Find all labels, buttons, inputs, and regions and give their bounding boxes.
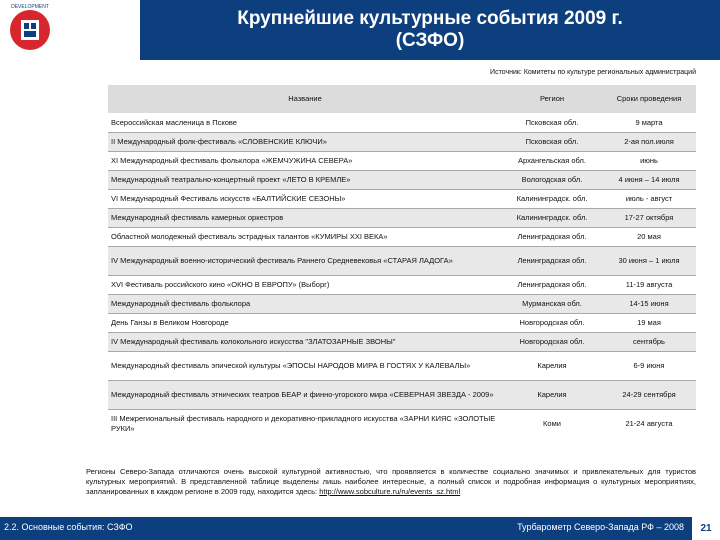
table-row <box>108 276 696 295</box>
table-row <box>108 247 696 276</box>
table-row <box>108 133 696 152</box>
dates-cell: 21-24 августа <box>602 410 696 439</box>
page-title-line-2: (СЗФО) <box>395 30 465 51</box>
region-cell: Псковская обл. <box>502 114 602 133</box>
event-name-cell: Всероссийская масленица в Пскове <box>108 114 502 133</box>
event-name-cell: IV Международный военно-исторический фестиваль Раннего Средневековья «СТАРАЯ ЛАДОГА» <box>108 247 502 276</box>
table-row <box>108 152 696 171</box>
logo-text: DEVELOPMENT <box>11 4 49 10</box>
table-row <box>108 314 696 333</box>
region-cell: Калининградск. обл. <box>502 209 602 228</box>
dates-cell: 9 марта <box>602 114 696 133</box>
region-cell: Коми <box>502 410 602 439</box>
table-row <box>108 295 696 314</box>
region-cell: Новгородская обл. <box>502 333 602 352</box>
event-name-cell: Международный фестиваль этнических театров БЕАР и финно-угорского мира «СЕВЕРНАЯ ЗВЕЗДА - 2009» <box>108 381 502 410</box>
event-name-cell: XI Международный фестиваль фольклора «ЖЕМЧУЖИНА СЕВЕРА» <box>108 152 502 171</box>
source-note: Источник: Комитеты по культуре региональных администраций <box>490 69 696 76</box>
dates-cell: 17-27 октября <box>602 209 696 228</box>
dates-cell: 11-19 августа <box>602 276 696 295</box>
region-cell: Новгородская обл. <box>502 314 602 333</box>
event-name-cell: III Межрегиональный фестиваль народного и декоративно-прикладного искусства «ЗАРНИ КИЯС «ЗОЛОТЫЕ РУКИ» <box>108 410 502 439</box>
event-name-cell: Международный фестиваль камерных оркестров <box>108 209 502 228</box>
event-name-cell: Международный фестиваль эпической культуры «ЭПОСЫ НАРОДОВ МИРА В ГОСТЯХ У КАЛЕВАЛЫ» <box>108 352 502 381</box>
region-cell: Архангельская обл. <box>502 152 602 171</box>
event-name-cell: Международный фестиваль фольклора <box>108 295 502 314</box>
event-name-cell: IV Международный фестиваль колокольного искусства "ЗЛАТОЗАРНЫЕ ЗВОНЫ" <box>108 333 502 352</box>
dates-cell: 19 мая <box>602 314 696 333</box>
region-cell: Ленинградская обл. <box>502 247 602 276</box>
event-name-cell: XVI Фестиваль российского кино «ОКНО В ЕВРОПУ» (Выборг) <box>108 276 502 295</box>
region-cell: Псковская обл. <box>502 133 602 152</box>
region-cell: Калининградск. обл. <box>502 190 602 209</box>
dates-cell: 30 июня – 1 июля <box>602 247 696 276</box>
events-table <box>108 85 696 438</box>
table-row <box>108 410 696 439</box>
table-row <box>108 333 696 352</box>
page-title-line-1: Крупнейшие культурные события 2009 г. <box>237 8 623 29</box>
footnote <box>86 467 696 497</box>
footer-section: 2.2. Основные события: СЗФО <box>4 522 133 532</box>
table-row <box>108 171 696 190</box>
region-cell: Ленинградская обл. <box>502 276 602 295</box>
table-row <box>108 209 696 228</box>
table-row <box>108 228 696 247</box>
dates-cell: июнь <box>602 152 696 171</box>
events-link[interactable]: http://www.sobculture.ru/ru/events_sz.html <box>319 487 461 496</box>
event-name-cell: II Международный фолк-фестиваль «СЛОВЕНСКИЕ КЛЮЧИ» <box>108 133 502 152</box>
region-cell: Карелия <box>502 352 602 381</box>
table-row <box>108 352 696 381</box>
table-row <box>108 190 696 209</box>
table-row <box>108 114 696 133</box>
dates-cell: сентябрь <box>602 333 696 352</box>
logo <box>0 0 85 60</box>
event-name-cell: День Ганзы в Великом Новгороде <box>108 314 502 333</box>
event-name-cell: Международный театрально-концертный проект «ЛЕТО В КРЕМЛЕ» <box>108 171 502 190</box>
column-header-name: Название <box>108 85 502 114</box>
dates-cell: 14-15 июня <box>602 295 696 314</box>
column-header-region: Регион <box>502 85 602 114</box>
footnote-text: Регионы Северо-Запада отличаются очень высокой культурной активностью, что проявляется в количестве социально значимых и привлекательных для туристов культурных мероприятий. В представленной таблице выделены лишь наиболее интересные, а полный список и подробная информация о культурных мероприятиях, запланированных в каждом регионе в 2009 году, находится здесь: <box>86 467 696 496</box>
table-row <box>108 381 696 410</box>
page-title <box>140 8 720 52</box>
dates-cell: 20 мая <box>602 228 696 247</box>
table-header-row <box>108 85 696 114</box>
page-number: 21 <box>692 517 720 540</box>
dates-cell: 2-ая пол.июля <box>602 133 696 152</box>
region-cell: Вологодская обл. <box>502 171 602 190</box>
dates-cell: июль - август <box>602 190 696 209</box>
dates-cell: 4 июня – 14 июля <box>602 171 696 190</box>
region-cell: Мурманская обл. <box>502 295 602 314</box>
footer-publication: Турбарометр Северо-Запада РФ – 2008 <box>517 522 684 532</box>
dates-cell: 6-9 июня <box>602 352 696 381</box>
dates-cell: 24-29 сентября <box>602 381 696 410</box>
column-header-dates: Сроки проведения <box>602 85 696 114</box>
region-cell: Ленинградская обл. <box>502 228 602 247</box>
event-name-cell: VI Международный Фестиваль искусств «БАЛТИЙСКИЕ СЕЗОНЫ» <box>108 190 502 209</box>
region-cell: Карелия <box>502 381 602 410</box>
event-name-cell: Областной молодежный фестиваль эстрадных талантов «КУМИРЫ XXI ВЕКА» <box>108 228 502 247</box>
